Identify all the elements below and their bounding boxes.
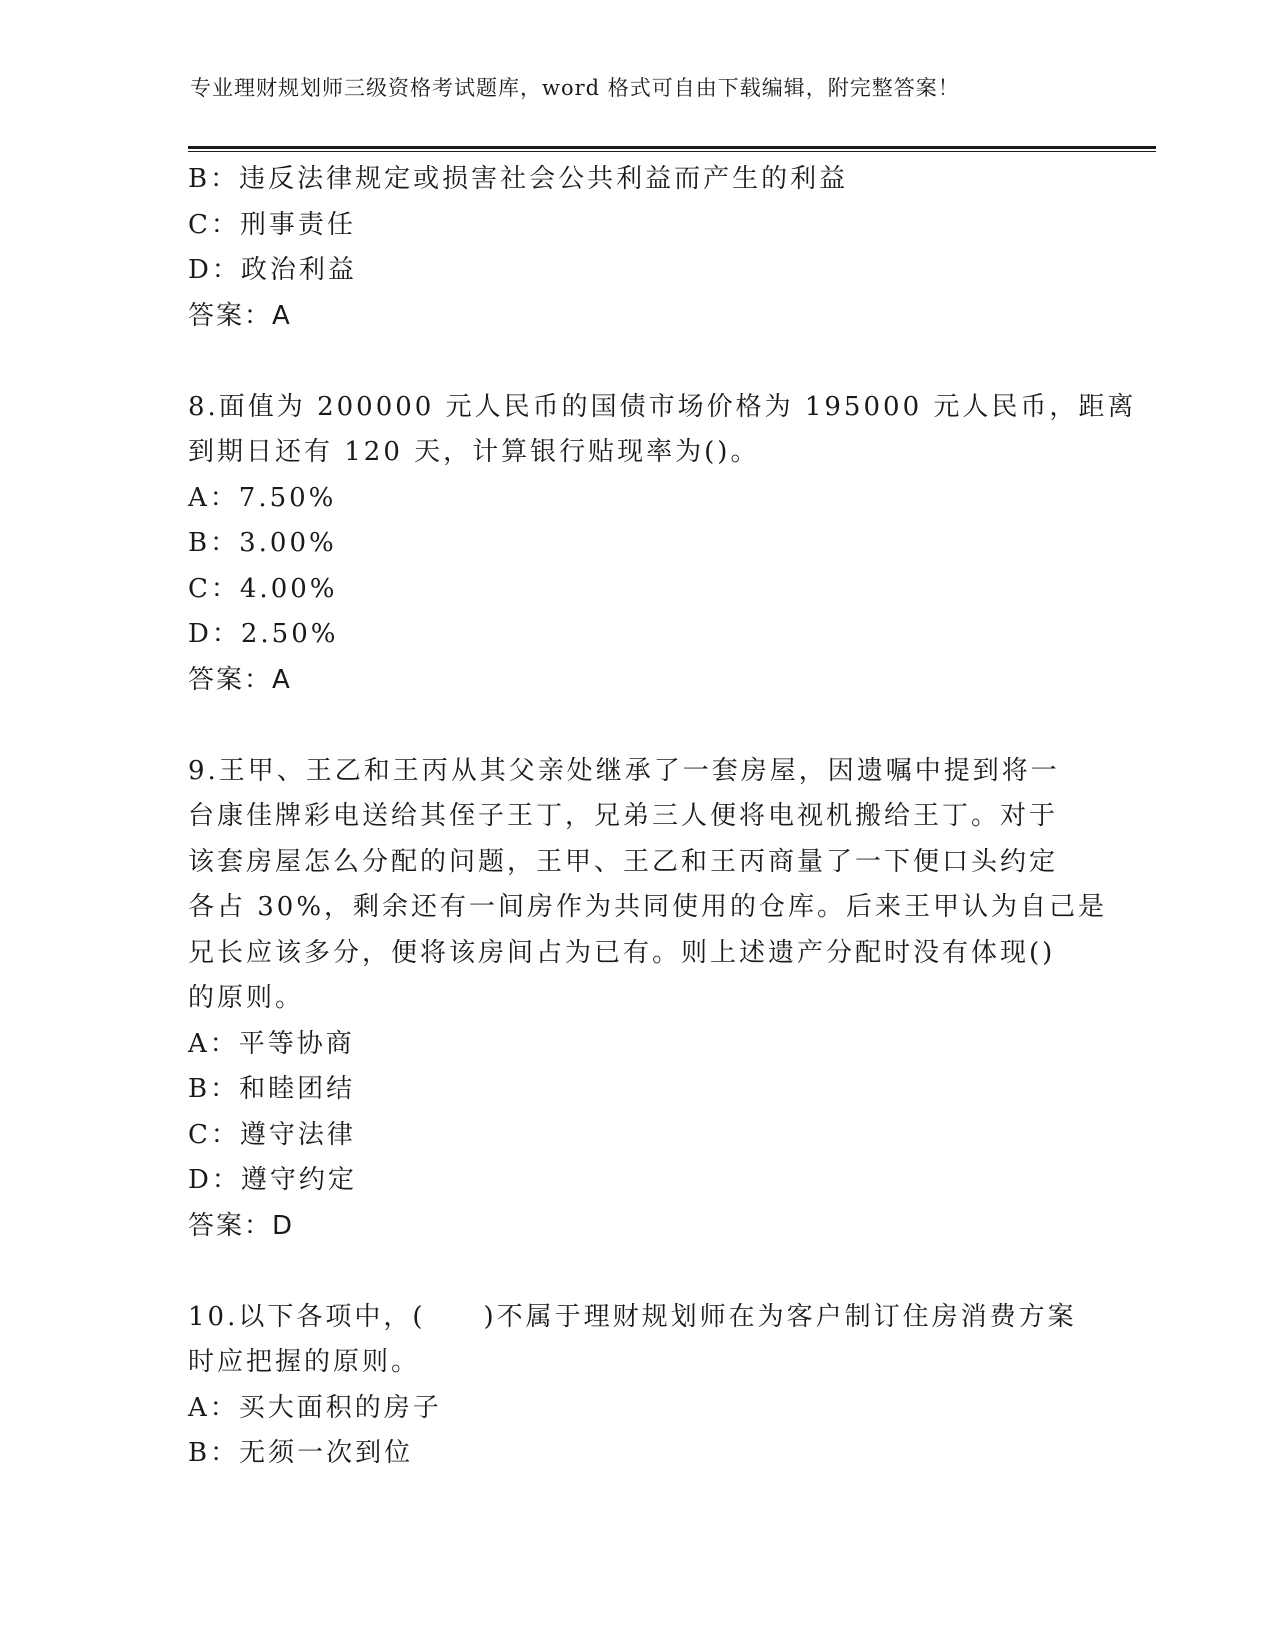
q9-stem-line: 的原则。 bbox=[188, 983, 305, 1013]
q9-stem-line: 该套房屋怎么分配的问题，王甲、王乙和王丙商量了一下便口头约定 bbox=[188, 846, 1059, 877]
q9-stem-line: 9.王甲、王乙和王丙从其父亲处继承了一套房屋，因遗嘱中提到将一 bbox=[188, 755, 1060, 786]
spacer bbox=[188, 339, 1088, 385]
header-divider-thin bbox=[188, 151, 1156, 152]
q8-stem-line: 8.面值为 200000 元人民币的国债市场价格为 195000 元人民币，距离 bbox=[188, 391, 1137, 422]
spacer bbox=[188, 1249, 1088, 1295]
q8-option-b: B：3.00% bbox=[188, 528, 337, 558]
q8-option-d: D：2.50% bbox=[188, 619, 339, 649]
q9-answer: 答案：D bbox=[188, 1210, 295, 1241]
question-content bbox=[188, 157, 1137, 1477]
q8-answer: 答案：A bbox=[188, 664, 292, 695]
q10-option-b: B：无须一次到位 bbox=[188, 1438, 414, 1468]
q7-answer: 答案：A bbox=[188, 300, 292, 331]
q10-option-a: A：买大面积的房子 bbox=[188, 1392, 442, 1423]
q9-stem-line: 各占 30%，剩余还有一间房作为共同使用的仓库。后来王甲认为自己是 bbox=[188, 892, 1108, 922]
q8-stem-line: 到期日还有 120 天，计算银行贴现率为()。 bbox=[188, 437, 760, 467]
q9-stem-line: 台康佳牌彩电送给其侄子王丁，兄弟三人便将电视机搬给王丁。对于 bbox=[188, 801, 1059, 831]
spacer bbox=[188, 703, 1088, 749]
q8-option-a: A：7.50% bbox=[188, 482, 337, 513]
q10-stem-line: 10.以下各项中，( )不属于理财规划师在为客户制订住房消费方案 bbox=[188, 1301, 1077, 1332]
q9-option-d: D：遵守约定 bbox=[188, 1165, 357, 1195]
q9-option-a: A：平等协商 bbox=[188, 1028, 355, 1059]
q7-option-d: D：政治利益 bbox=[188, 255, 357, 285]
header-divider-thick bbox=[188, 146, 1156, 149]
q7-option-c: C：刑事责任 bbox=[188, 209, 356, 240]
q9-stem-line: 兄长应该多分，便将该房间占为已有。则上述遗产分配时没有体现() bbox=[188, 937, 1056, 968]
q9-option-b: B：和睦团结 bbox=[188, 1074, 356, 1104]
page-header: 专业理财规划师三级资格考试题库，word 格式可自由下载编辑，附完整答案！ bbox=[190, 76, 960, 100]
q7-option-b: B：违反法律规定或损害社会公共利益而产生的利益 bbox=[188, 164, 849, 194]
q9-option-c: C：遵守法律 bbox=[188, 1119, 356, 1150]
q8-option-c: C：4.00% bbox=[188, 573, 338, 604]
q10-stem-line: 时应把握的原则。 bbox=[188, 1347, 421, 1377]
